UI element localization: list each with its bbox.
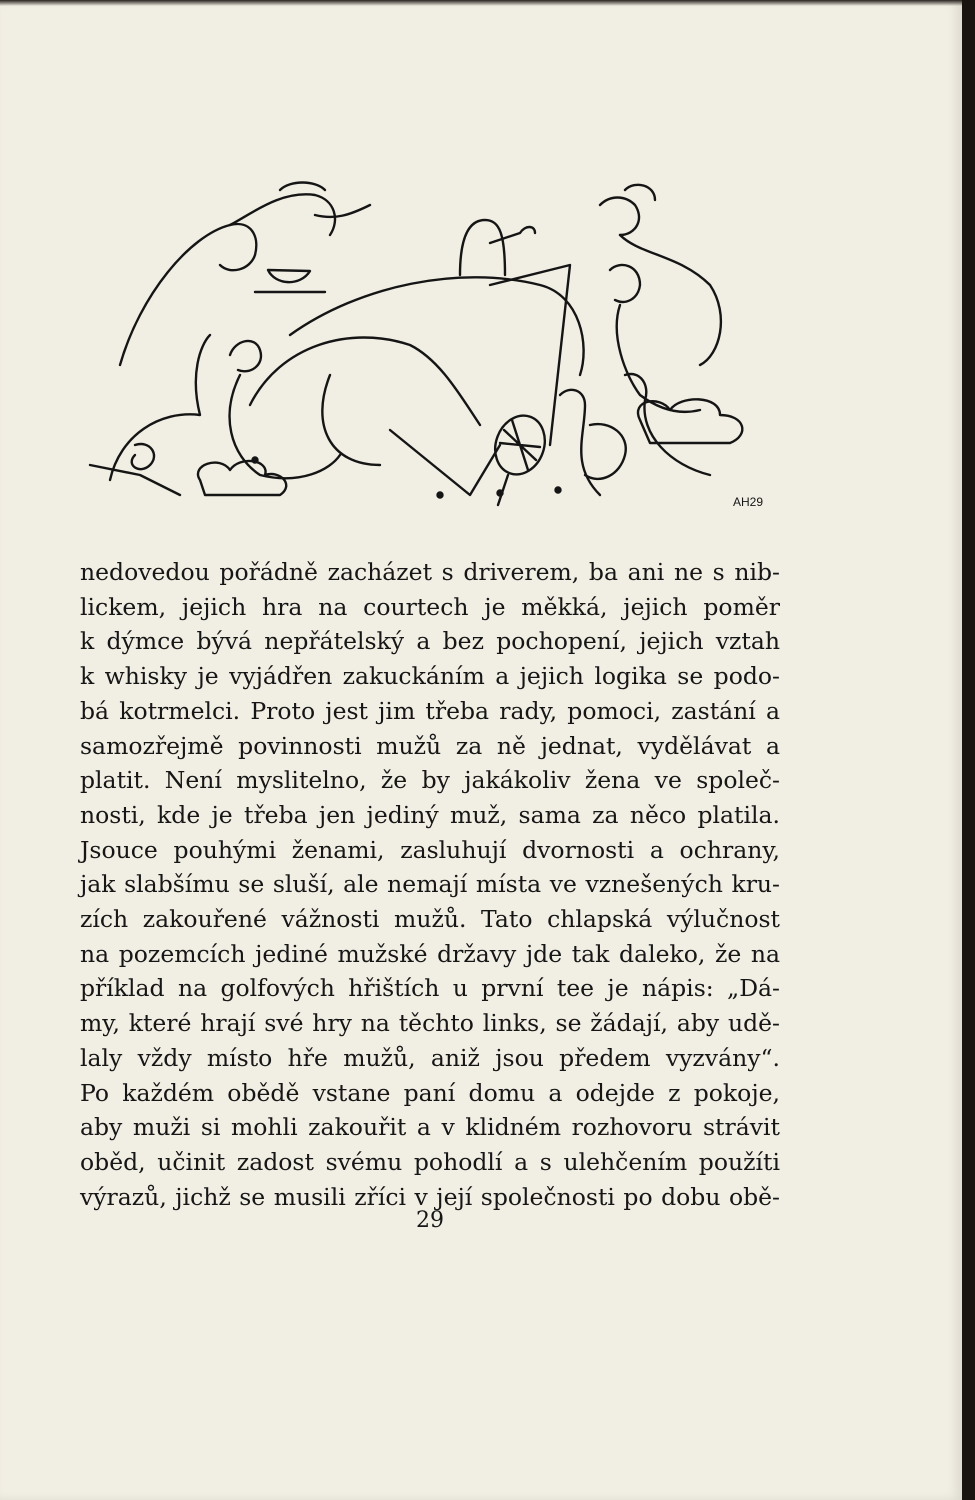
drawing-icon <box>80 175 780 525</box>
text-line: zích zakouřené vážnosti mužů. Tato chlapská výlučnost <box>80 905 780 934</box>
text-line: laly vždy místo hře mužů, aniž jsou předem vyzvány“. <box>80 1043 780 1072</box>
text-line: Jsouce pouhými ženami, zasluhují dvornosti a ochrany, <box>80 835 780 864</box>
text-line: jak slabšímu se sluší, ale nemají místa ve vznešených kru- <box>80 870 780 899</box>
page-top-edge <box>0 0 962 6</box>
text-line: výrazů, jichž se musili zříci v její společnosti po dobu obě- <box>80 1182 780 1211</box>
text-line: na pozemcích jediné mužské državy jde tak daleko, že na <box>80 939 780 968</box>
text-line: bá kotrmelci. Proto jest jim třeba rady, pomoci, zastání a <box>80 696 780 725</box>
text-line: příklad na golfových hřištích u první tee je nápis: „Dá- <box>80 974 780 1003</box>
page-number: 29 <box>416 1208 444 1233</box>
text-line: my, které hrají své hry na těchto links, se žádají, aby udě- <box>80 1009 780 1038</box>
text-line: Po každém obědě vstane paní domu a odejde z pokoje, <box>80 1078 780 1107</box>
text-line: aby muži si mohli zakouřit a v klidném rozhovoru strávit <box>80 1113 780 1142</box>
illustrator-signature: AH29 <box>733 495 764 509</box>
text-line: platit. Není myslitelno, že by jakákoliv žena ve společ- <box>80 766 780 795</box>
text-line: k whisky je vyjádřen zakuckáním a jejich logika se podo- <box>80 662 780 691</box>
text-line: nedovedou pořádně zacházet s driverem, ba ani ne s nib- <box>80 558 780 586</box>
text-line: nosti, kde je třeba jen jediný muž, sama za něco platila. <box>80 800 780 829</box>
text-line: oběd, učinit zadost svému pohodlí a s ulehčením použíti <box>80 1147 780 1176</box>
body-text <box>80 555 780 1214</box>
text-line: samozřejmě povinnosti mužů za ně jednat, vydělávat a <box>80 731 780 760</box>
line-drawing-illustration <box>80 175 780 525</box>
text-line: k dýmce bývá nepřátelský a bez pochopení, jejich vztah <box>80 627 780 656</box>
text-line: lickem, jejich hra na courtech je měkká, jejich poměr <box>80 592 780 621</box>
